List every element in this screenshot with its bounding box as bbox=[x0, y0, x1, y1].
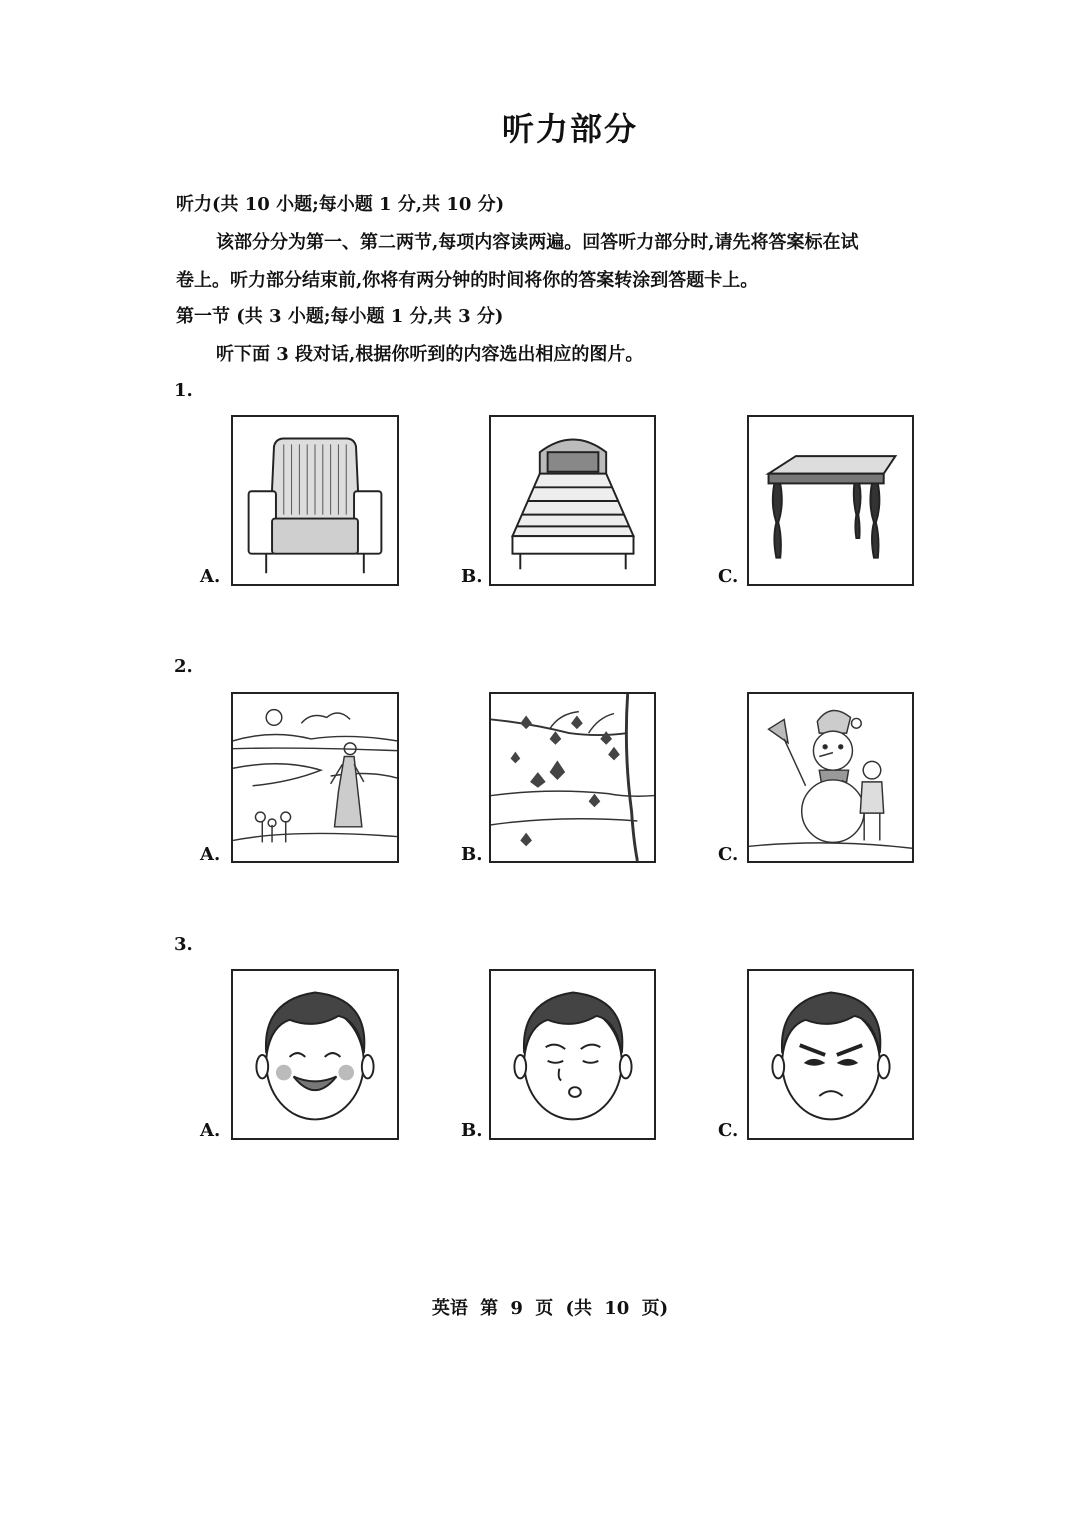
option-picture-winter[interactable] bbox=[747, 692, 914, 863]
option-picture-table[interactable] bbox=[747, 415, 914, 586]
section-1-instruction: 听下面 3 段对话,根据你听到的内容选出相应的图片。 bbox=[216, 344, 644, 365]
option-label: A. bbox=[200, 566, 221, 587]
option-label: C. bbox=[718, 1120, 739, 1141]
option-label: C. bbox=[718, 844, 739, 865]
page-title: 听力部分 bbox=[501, 110, 638, 148]
section-1-heading: 第一节 (共 3 小题;每小题 1 分,共 3 分) bbox=[176, 306, 504, 327]
armchair-icon bbox=[233, 417, 397, 584]
option-picture-armchair[interactable] bbox=[231, 415, 399, 586]
option-label: C. bbox=[718, 566, 739, 587]
option-picture-bed[interactable] bbox=[489, 415, 656, 586]
question-number: 2. bbox=[174, 656, 193, 677]
option-picture-spring[interactable] bbox=[231, 692, 399, 863]
option-label: B. bbox=[461, 566, 483, 587]
option-picture-sad-face[interactable] bbox=[489, 969, 656, 1140]
listening-heading: 听力(共 10 小题;每小题 1 分,共 10 分) bbox=[176, 194, 505, 215]
intro-paragraph-line-1: 该部分分为第一、第二两节,每项内容读两遍。回答听力部分时,请先将答案标在试 bbox=[216, 232, 859, 253]
option-label: B. bbox=[461, 844, 483, 865]
spring-scene-icon bbox=[233, 694, 397, 861]
bed-icon bbox=[491, 417, 654, 584]
sad-face-icon bbox=[491, 971, 654, 1138]
option-label: A. bbox=[200, 1120, 221, 1141]
snowman-icon bbox=[749, 694, 912, 861]
question-number: 3. bbox=[174, 934, 193, 955]
option-picture-autumn[interactable] bbox=[489, 692, 656, 863]
option-picture-happy-face[interactable] bbox=[231, 969, 399, 1140]
autumn-leaves-icon bbox=[491, 694, 654, 861]
option-picture-angry-face[interactable] bbox=[747, 969, 914, 1140]
page-footer: 英语 第 9 页 (共 10 页) bbox=[431, 1298, 669, 1319]
option-label: A. bbox=[200, 844, 221, 865]
table-icon bbox=[749, 417, 912, 584]
option-label: B. bbox=[461, 1120, 483, 1141]
intro-paragraph-line-2: 卷上。听力部分结束前,你将有两分钟的时间将你的答案转涂到答题卡上。 bbox=[176, 270, 759, 291]
happy-face-icon bbox=[233, 971, 397, 1138]
angry-face-icon bbox=[749, 971, 912, 1138]
question-number: 1. bbox=[174, 380, 193, 401]
